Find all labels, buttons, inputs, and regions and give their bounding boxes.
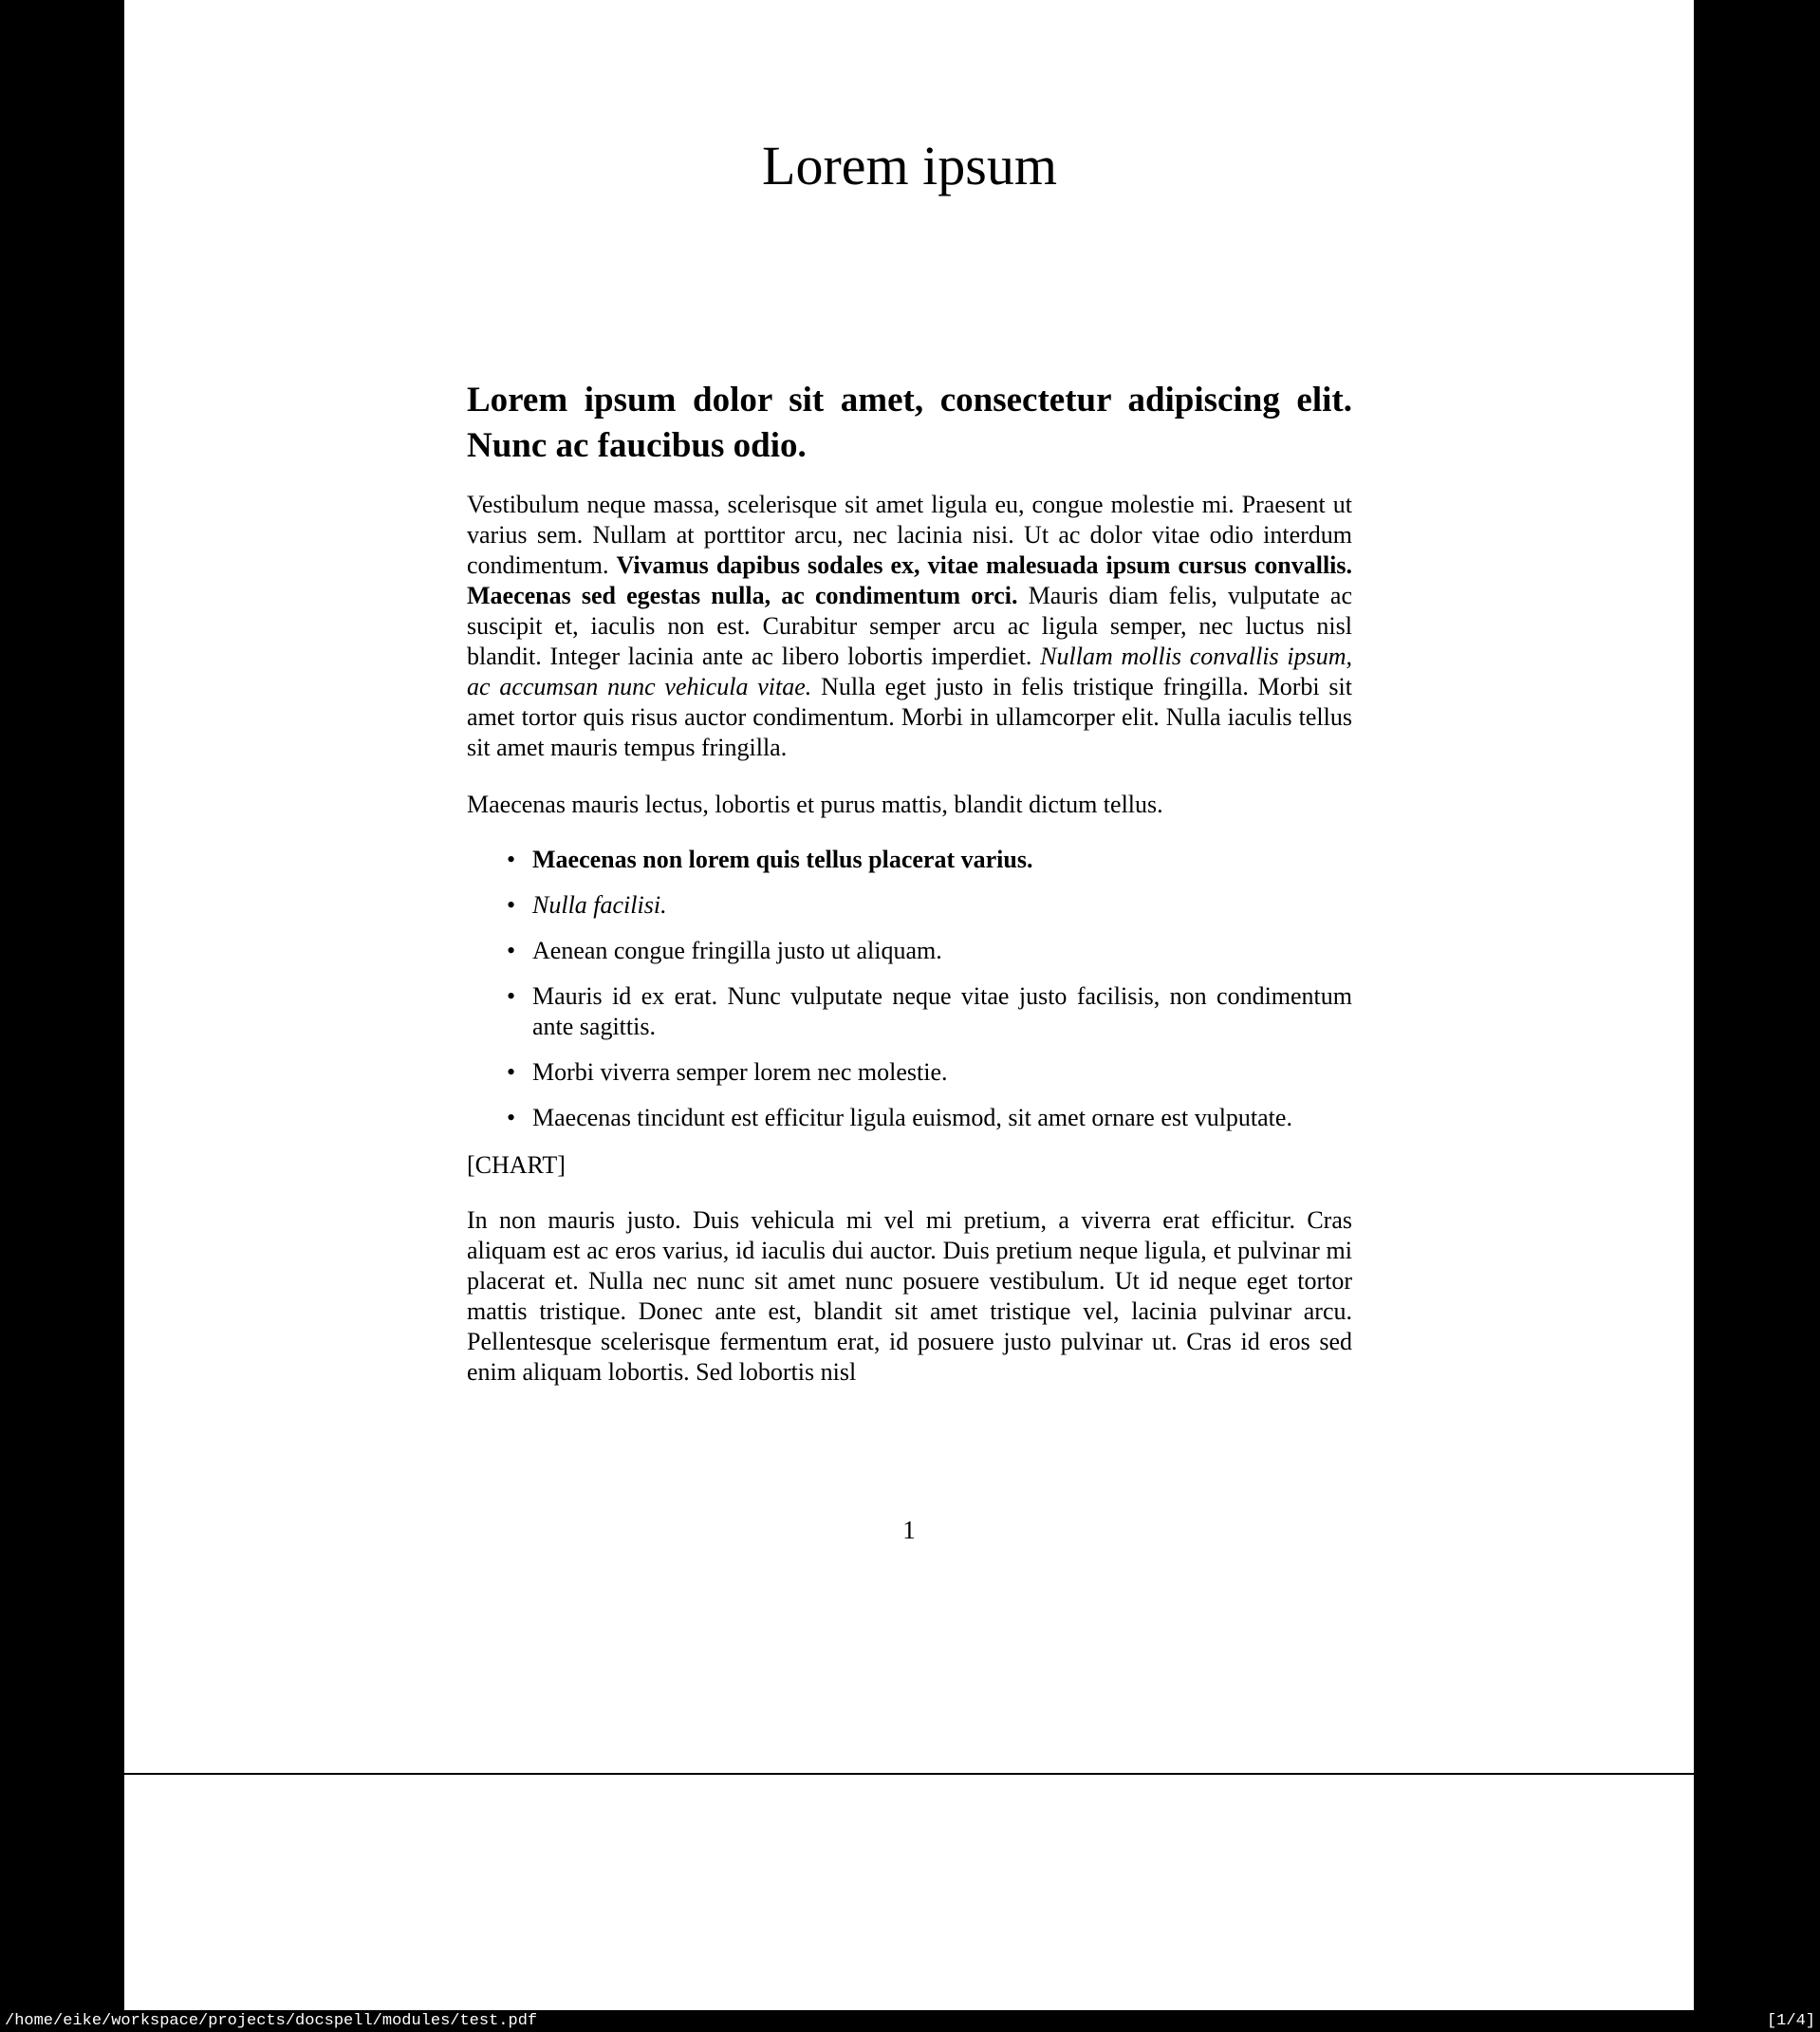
text-run-italic: Nullam mollis convallis ipsum, ac accumsan nunc vehicula vitae. [467, 643, 1352, 700]
list-item [467, 1103, 1352, 1133]
document-title: Lorem ipsum [762, 135, 1057, 196]
section-heading: Lorem ipsum dolor sit amet, consectetur adipiscing elit. Nunc ac faucibus odio. [467, 381, 1352, 465]
text-run-normal: Mauris diam felis, vulputate ac suscipit et, iaculis non est. Curabitur semper arcu ac ligula semper, nec luctus nisl blandit. Integer lacinia ante ac libero lobortis imperdiet. [467, 582, 1352, 670]
text-run-normal: Vestibulum neque massa, scelerisque sit amet ligula eu, congue molestie mi. Praesent ut varius sem. Nullam at porttitor arcu, nec lacinia nisi. Ut ac dolor vitae odio interdum condimentum. [467, 491, 1352, 579]
text-run-normal: Nulla eget justo in felis tristique fringilla. Morbi sit amet tortor quis risus auctor condimentum. Morbi in ullamcorper elit. Nulla iaculis tellus sit amet mauris tempus fringilla. [467, 673, 1352, 761]
paragraph-1 [467, 490, 1352, 763]
paragraph-3: In non mauris justo. Duis vehicula mi vel mi pretium, a viverra erat efficitur. Cras aliquam est ac eros varius, id iaculis dui auctor. Duis pretium neque ligula, et pulvinar mi placerat et. Nulla nec nunc sit amet nunc posuere vestibulum. Ut id neque eget tortor mattis tristique. Donec ante est, blandit sit amet tristique vel, lacinia pulvinar arcu. Pellentesque scelerisque fermentum erat, id posuere justo pulvinar ut. Cras id eros sed enim aliquam lobortis. Sed lobortis nisl [467, 1206, 1352, 1386]
pdf-page-2 [124, 1775, 1694, 2010]
statusbar-file-path: /home/eike/workspace/projects/docspell/modules/test.pdf [5, 2012, 538, 2030]
list-item-text: Aenean congue fringilla justo ut aliquam. [532, 937, 942, 964]
bullet-list [467, 845, 1352, 1133]
chart-placeholder: [CHART] [467, 1151, 566, 1179]
list-item [467, 981, 1352, 1042]
list-item-text: Maecenas non lorem quis tellus placerat varius. [532, 846, 1033, 873]
list-item [467, 845, 1352, 875]
text-run-bold: Vivamus dapibus sodales ex, vitae malesuada ipsum cursus convallis. Maecenas sed egestas nulla, ac condimentum orci. [467, 551, 1353, 609]
page-number: 1 [902, 1516, 916, 1544]
list-item-text: Maecenas tincidunt est efficitur ligula euismod, sit amet ornare est vulputate. [532, 1104, 1292, 1131]
statusbar [0, 2010, 1820, 2032]
list-item [467, 936, 1352, 966]
list-item [467, 1057, 1352, 1088]
list-item [467, 890, 1352, 921]
pdf-page-1 [124, 0, 1694, 1773]
list-item-text: Morbi viverra semper lorem nec molestie. [532, 1058, 948, 1086]
list-item-text: Mauris id ex erat. Nunc vulputate neque vitae justo facilisis, non condimentum ante sagittis. [532, 982, 1352, 1040]
list-item-text: Nulla facilisi. [532, 891, 667, 919]
page-1-content [124, 0, 1694, 1388]
statusbar-page-indicator: [1/4] [1766, 2012, 1815, 2030]
paragraph-2: Maecenas mauris lectus, lobortis et purus mattis, blandit dictum tellus. [467, 791, 1163, 818]
